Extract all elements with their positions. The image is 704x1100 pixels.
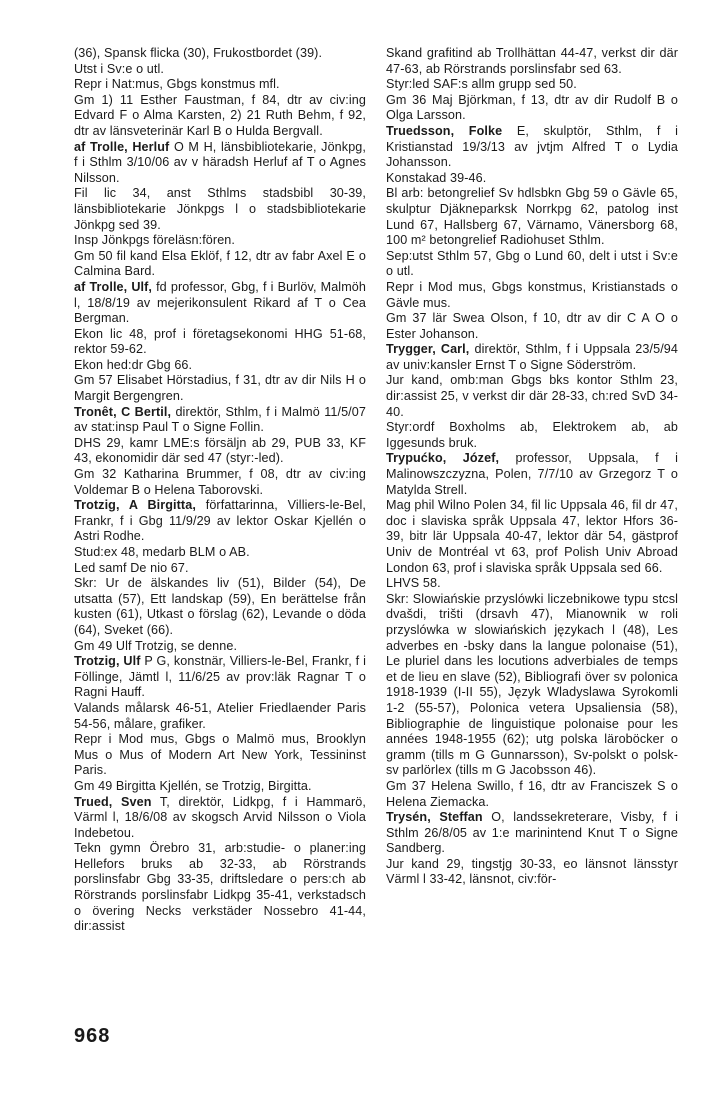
entry-text: Gm 57 Elisabet Hörstadius, f 31, dtr av dir Nils H o Margit Bergengren. xyxy=(74,373,366,404)
entry-paragraph xyxy=(74,327,366,358)
entry-text: Gm 50 fil kand Elsa Eklöf, f 12, dtr av fabr Axel E o Calmina Bard. xyxy=(74,248,366,279)
entry-paragraph xyxy=(386,171,678,187)
entry-name: Trypućko, Józef, xyxy=(386,451,500,466)
entry-paragraph xyxy=(386,498,678,576)
entry-text: Fil lic 34, anst Sthlms stadsbibl 30-39, länsbibliotekarie Jönkpgs l o stadsbibliotekarie Jönkpg sed 39. xyxy=(74,186,366,232)
entry-name: af Trolle, Ulf, xyxy=(74,279,153,294)
entry-text: P G, konstnär, Villiers-le-Bel, Frankr, f i Föllinge, Jämtl l, 11/6/25 av prov:läk Ragnar T o Ragni Hauff. xyxy=(74,654,366,700)
entry-text: DHS 29, kamr LME:s försäljn ab 29, PUB 33, KF 43, ekonomidir där sed 47 (styr:-led). xyxy=(74,435,366,466)
entry-paragraph xyxy=(386,280,678,311)
entry-text: Bl arb: betongrelief Sv hdlsbkn Gbg 59 o Gävle 65, skulptur Djäkneparksk Norrkpg 62, patolog inst Lund 67, Hallsberg 67, Värnamo, Vänersborg 68, 100 m² betongrelief Radiohuset Sthlm. xyxy=(386,186,678,248)
entry-text: Gm 1) 11 Esther Faustman, f 84, dtr av civ:ing Edvard F o Alma Karsten, 2) 21 Ruth Behm, f 92, dtr av länsveterinär Karl B o Hulda Bergvall. xyxy=(74,92,366,138)
entry-name: Trotzig, Ulf xyxy=(74,654,141,669)
entry-text: professor, Uppsala, f i Malinowszczyzna, Polen, 7/7/10 av Grzegorz T o Matylda Strell. xyxy=(386,451,679,497)
entry-text: Jur kand 29, tingstjg 30-33, eo länsnot länsstyr Värml l 33-42, länsnot, civ:för- xyxy=(386,856,678,887)
entry-text: Styr:ordf Boxholms ab, Elektrokem ab, ab Iggesunds bruk. xyxy=(386,420,678,450)
entry-paragraph xyxy=(74,358,366,374)
entry-heading-paragraph xyxy=(386,342,678,373)
entry-paragraph xyxy=(74,77,366,93)
entry-name: Trotzig, A Birgitta, xyxy=(74,498,196,513)
entry-text: Gm 36 Maj Björkman, f 13, dtr av dir Rudolf B o Olga Larsson. xyxy=(386,92,678,123)
entry-paragraph xyxy=(386,576,678,592)
entry-text: Ekon lic 48, prof i företagsekonomi HHG 51-68, rektor 59-62. xyxy=(74,326,366,357)
entry-text: Insp Jönkpgs föreläsn:fören. xyxy=(74,233,236,248)
entry-text: Konstakad 39-46. xyxy=(386,170,487,185)
entry-heading-paragraph xyxy=(74,280,366,327)
page-number: 968 xyxy=(74,1025,111,1047)
entry-text: Sep:utst Sthlm 57, Gbg o Lund 60, delt i utst i Sv:e o utl. xyxy=(386,248,678,279)
entry-paragraph xyxy=(386,779,678,810)
entry-name: Trued, Sven xyxy=(74,794,152,809)
entry-heading-paragraph xyxy=(74,405,366,436)
entry-text: Gm 37 lär Swea Olson, f 10, dtr av dir C A O o Ester Johanson. xyxy=(386,311,678,341)
entry-paragraph xyxy=(386,857,678,888)
entry-paragraph xyxy=(386,373,678,420)
entry-text: Ekon hed:dr Gbg 66. xyxy=(74,357,193,372)
entry-text: Stud:ex 48, medarb BLM o AB. xyxy=(74,545,250,559)
entry-heading-paragraph xyxy=(386,810,678,857)
entry-text: författarinna, Villiers-le-Bel, Frankr, f i Gbg 11/9/29 av lektor Oskar Kjellén o Astri Rodhe. xyxy=(74,498,366,544)
entry-name: Tronêt, C Bertil, xyxy=(74,404,172,419)
entry-paragraph xyxy=(386,311,678,342)
entry-paragraph xyxy=(74,841,366,935)
entry-paragraph xyxy=(74,249,366,280)
entry-paragraph xyxy=(74,561,366,577)
entry-paragraph xyxy=(386,46,678,77)
entry-paragraph xyxy=(386,77,678,93)
entry-heading-paragraph xyxy=(74,498,366,545)
entry-paragraph xyxy=(74,576,366,638)
entry-text: Jur kand, omb:man Gbgs bks kontor Sthlm 23, dir:assist 25, v verkst dir där 28-33, ch:red SvD 34-40. xyxy=(386,373,678,419)
entry-text: (36), Spansk flicka (30), Frukostbordet (39). xyxy=(74,46,323,60)
entry-text: Skr: Ur de älskandes liv (51), Bilder (54), De utsatta (57), Ett landskap (59), En berättelse från kusten (61), Utkast o förslag (62), Levande o döda (64), Sveket (66). xyxy=(74,576,366,637)
entry-text: Gm 49 Ulf Trotzig, se denne. xyxy=(74,638,238,653)
entry-text: Skand grafitind ab Trollhättan 44-47, verkst dir där 47-63, ab Rörstrands porslinsfabr sed 63. xyxy=(386,46,678,76)
entry-paragraph xyxy=(74,373,366,404)
entry-text: Gm 49 Birgitta Kjellén, se Trotzig, Birgitta. xyxy=(74,778,312,793)
entry-heading-paragraph xyxy=(386,451,678,498)
entry-text: Repr i Mod mus, Gbgs konstmus, Kristianstads o Gävle mus. xyxy=(386,279,678,310)
entry-paragraph xyxy=(74,436,366,467)
entry-heading-paragraph xyxy=(386,124,678,171)
entry-text: LHVS 58. xyxy=(386,576,441,591)
entry-paragraph xyxy=(74,467,366,498)
entry-paragraph xyxy=(74,186,366,233)
entry-text: E, skulptör, Sthlm, f i Kristianstad 19/3/13 av jvtjm Alfred T o Lydia Johansson. xyxy=(386,123,678,170)
entry-text: Tekn gymn Örebro 31, arb:studie- o planer:ing Hellefors bruks ab 32-33, ab Rörstrands porslinsfabr Gbg 33-35, driftsledare o pers:ch ab Rörstrands porslinsfabr Lidkpg 35-41, verkstadsch o övering Necks verkstäder Nossebro 41-44, dir:assist xyxy=(74,841,366,934)
entry-text: O M H, länsbibliotekarie, Jönkpg, f i Sthlm 3/10/06 av v häradsh Herluf af T o Agnes Nilsson. xyxy=(74,139,366,185)
entry-text: Skr: Slowiańskie przyslówki liczebnikowe typu stcsl dvašdi, trišti (drsavh 47), Mianownik w roli przyslówka w slowiańskich językach l (48), Les adverbes en -bsky dans la langue polonaise (51), Le pluriel dans les locutions adverbiales de temps et de lieu en slave (52), Bibliografi över sv polonica 1918-1939 (I-II 55), Język Wladyslawa Syrokomli 1-2 (55-57), Polonica vetera Upsaliensia (58), Bibliographie de linguistique polonaise pour les années 1948-1955 (62); utg polska läroböcker o gramm (tills m G Gunnarsson), Sv-polskt o polsk-sv parlörlex (tills m G Jacobsson 46). xyxy=(386,591,678,778)
entry-text: Styr:led SAF:s allm grupp sed 50. xyxy=(386,77,577,92)
entry-name: Trygger, Carl, xyxy=(386,342,470,357)
entry-text: fd professor, Gbg, f i Burlöv, Malmöh l, 18/8/19 av mejerikonsulent Rikard af T o Cea Bergman. xyxy=(74,279,367,326)
entry-name: Truedsson, Folke xyxy=(386,123,503,138)
entry-paragraph xyxy=(386,186,678,248)
entry-paragraph xyxy=(74,93,366,140)
entry-text: direktör, Sthlm, f i Malmö 11/5/07 av stat:insp Paul T o Signe Follin. xyxy=(74,404,366,435)
entry-text: Valands målarsk 46-51, Atelier Friedlaender Paris 54-56, målare, grafiker. xyxy=(74,700,366,731)
entry-paragraph xyxy=(74,639,366,655)
entry-paragraph xyxy=(386,592,678,779)
entry-paragraph xyxy=(74,233,366,249)
left-column xyxy=(74,46,366,935)
entry-name: Trysén, Steffan xyxy=(386,810,483,825)
entry-text: Gm 32 Katharina Brummer, f 08, dtr av civ:ing Voldemar B o Helena Taborovski. xyxy=(74,467,366,497)
entry-paragraph xyxy=(74,701,366,732)
entry-paragraph xyxy=(74,545,366,561)
entry-paragraph xyxy=(74,46,366,62)
entry-text: Led samf De nio 67. xyxy=(74,560,189,575)
entry-paragraph xyxy=(74,779,366,795)
entry-heading-paragraph xyxy=(74,140,366,187)
entry-text: Mag phil Wilno Polen 34, fil lic Uppsala 46, fil dr 47, doc i slaviska språk Uppsala 47, lektor Hfors 36-39, bitr lär Uppsala 40-47, lektor där 54, gästprof Univ de Montréal vt 63, prof Polish Univ Abroad London 63, prof i slaviska språk Uppsala sed 66. xyxy=(386,498,678,575)
right-column xyxy=(386,46,678,888)
entry-text: Repr i Nat:mus, Gbgs konstmus mfl. xyxy=(74,77,280,92)
entry-paragraph xyxy=(386,93,678,124)
entry-paragraph xyxy=(74,62,366,78)
entry-text: O, landssekreterare, Visby, f i Sthlm 26/8/05 av 1:e marinintend Knut T o Signe Sandberg. xyxy=(386,810,678,856)
entry-paragraph xyxy=(386,420,678,451)
entry-heading-paragraph xyxy=(74,654,366,701)
entry-heading-paragraph xyxy=(74,795,366,842)
entry-name: af Trolle, Herluf xyxy=(74,139,170,154)
entry-text: T, direktör, Lidkpg, f i Hammarö, Värml l, 18/6/08 av skogsch Arvid Nilsson o Viola Indebetou. xyxy=(74,794,366,840)
entry-paragraph xyxy=(74,732,366,779)
entry-paragraph xyxy=(386,249,678,280)
entry-text: Repr i Mod mus, Gbgs o Malmö mus, Brooklyn Mus o Mus of Modern Art New York, Tessininst Paris. xyxy=(74,732,366,778)
entry-text: Utst i Sv:e o utl. xyxy=(74,61,164,76)
entry-text: Gm 37 Helena Swillo, f 16, dtr av Franciszek S o Helena Ziemacka. xyxy=(386,778,678,809)
entry-text: direktör, Sthlm, f i Uppsala 23/5/94 av univ:kansler Ernst T o Signe Söderström. xyxy=(386,342,678,372)
